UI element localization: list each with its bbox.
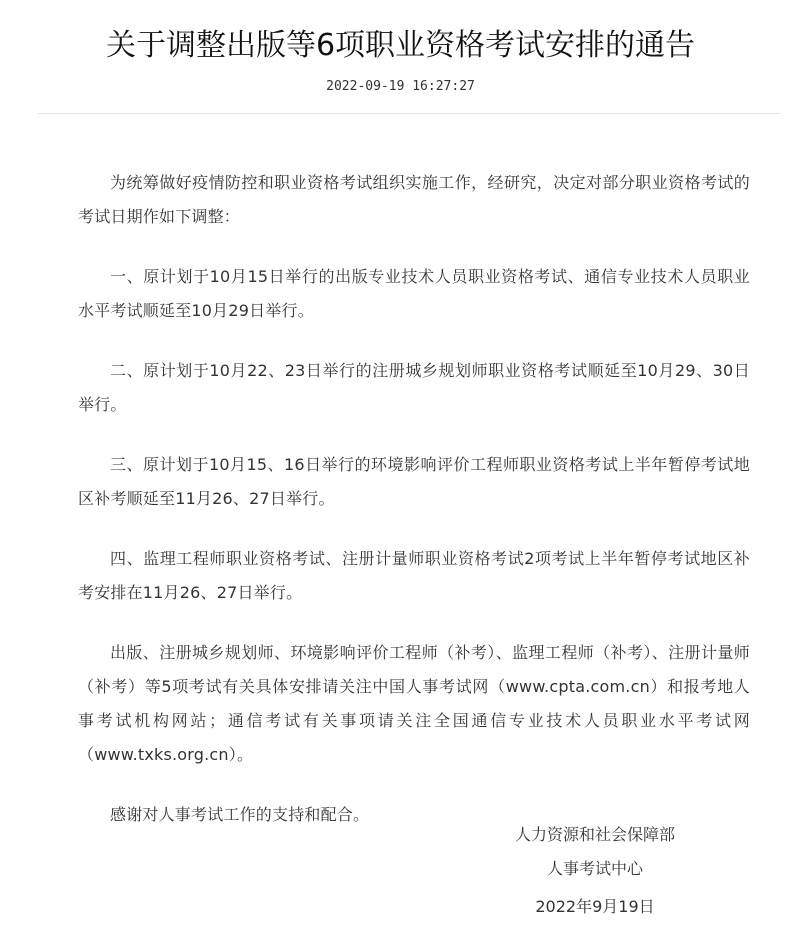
publish-datetime: 2022-09-19 16:27:27 (326, 79, 475, 94)
websites-paragraph: 出版、注册城乡规划师、环境影响评价工程师（补考）、监理工程师（补考）、注册计量师（补考）等5项考试有关具体安排请关注中国人事考试网（www.cpta.com.cn）和报考地人事考试机构网站；通信考试有关事项请关注全国通信专业技术人员职业水平考试网（www.txks.org.cn）。 (78, 643, 750, 764)
item-4-paragraph: 四、监理工程师职业资格考试、注册计量师职业资格考试2项考试上半年暂停考试地区补考安排在11月26、27日举行。 (78, 549, 750, 602)
notice-title: 关于调整出版等6项职业资格考试安排的通告 (105, 28, 696, 64)
signature-date: 2022年9月19日 (535, 897, 655, 916)
signature-ministry: 人力资源和社会保障部 (514, 825, 675, 844)
signature-center: 人事考试中心 (546, 859, 643, 878)
item-1-paragraph: 一、原计划于10月15日举行的出版专业技术人员职业资格考试、通信专业技术人员职业水平考试顺延至10月29日举行。 (78, 267, 750, 320)
thanks-paragraph: 感谢对人事考试工作的支持和配合。 (110, 805, 370, 824)
item-3-paragraph: 三、原计划于10月15、16日举行的环境影响评价工程师职业资格考试上半年暂停考试地区补考顺延至11月26、27日举行。 (78, 455, 750, 508)
header-divider (38, 113, 780, 114)
notice-body (78, 166, 750, 858)
item-2-paragraph: 二、原计划于10月22、23日举行的注册城乡规划师职业资格考试顺延至10月29、30日举行。 (78, 361, 750, 414)
intro-paragraph: 为统筹做好疫情防控和职业资格考试组织实施工作，经研究，决定对部分职业资格考试的考试日期作如下调整： (78, 173, 750, 226)
signature-block (450, 818, 740, 924)
